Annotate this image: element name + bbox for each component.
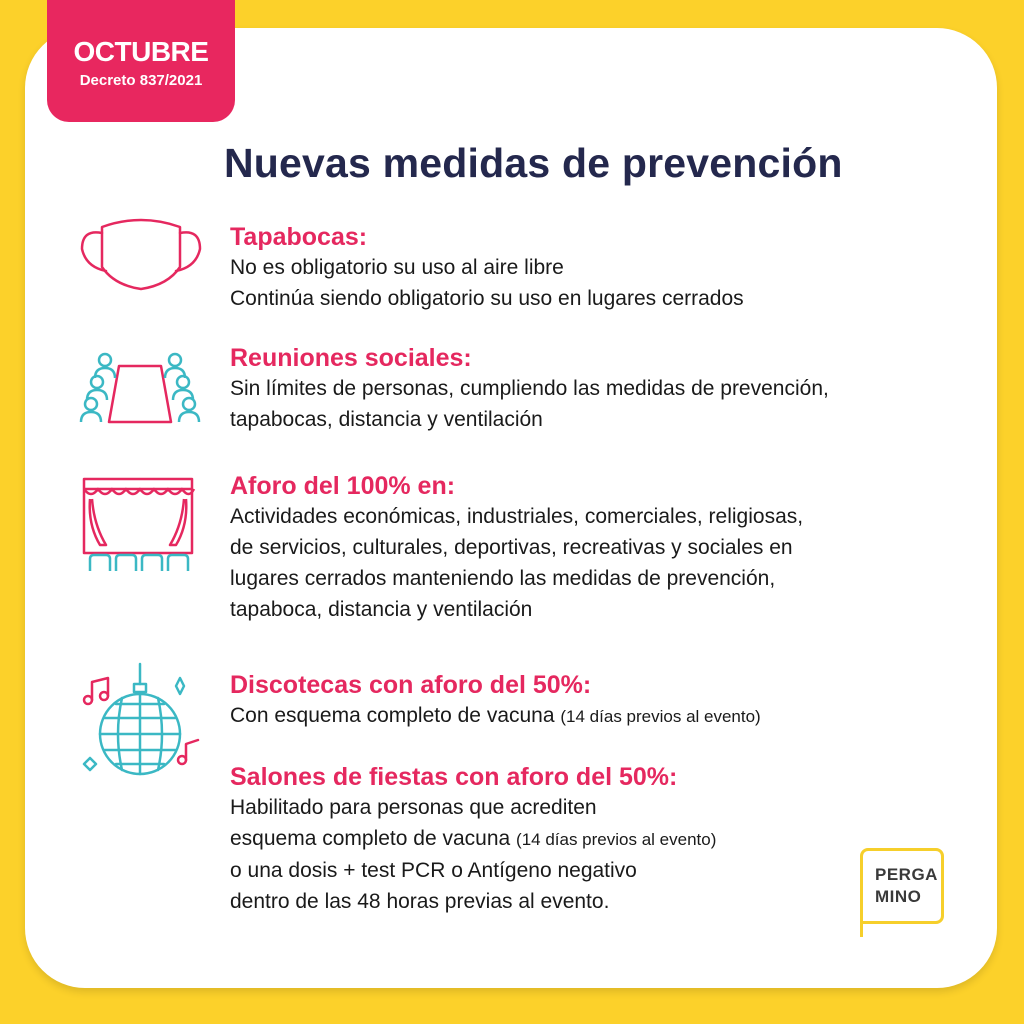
- section-line: o una dosis + test PCR o Antígeno negativo: [230, 859, 637, 882]
- badge-decree: Decreto 837/2021: [79, 72, 203, 89]
- pergamino-logo: [860, 848, 944, 924]
- section-line: [230, 700, 761, 732]
- section-line: Sin límites de personas, cumpliendo las medidas de prevención,: [230, 377, 829, 400]
- disco-ball-icon: [78, 660, 202, 782]
- section-aforo-100: [230, 471, 803, 625]
- line-main-text: esquema completo de vacuna: [230, 827, 511, 850]
- section-line: No es obligatorio su uso al aire libre: [230, 256, 564, 279]
- section-line: tapabocas, distancia y ventilación: [230, 408, 543, 431]
- line-main-text: Con esquema completo de vacuna: [230, 704, 555, 727]
- date-badge: [47, 0, 235, 122]
- section-heading: Discotecas con aforo del 50%:: [230, 671, 592, 699]
- section-line: Continúa siendo obligatorio su uso en lugares cerrados: [230, 287, 744, 310]
- section-heading: Salones de fiestas con aforo del 50%:: [230, 763, 678, 791]
- theater-stage-icon: [80, 475, 196, 579]
- logo-tail: [860, 921, 863, 937]
- section-line: Actividades económicas, industriales, comerciales, religiosas,: [230, 505, 804, 528]
- section-line: dentro de las 48 horas previas al evento.: [230, 890, 610, 913]
- section-heading: Reuniones sociales:: [230, 344, 472, 372]
- section-line: [230, 823, 716, 855]
- meeting-table-icon: [77, 348, 203, 438]
- face-mask-icon: [78, 215, 204, 293]
- section-salones: [230, 762, 716, 917]
- section-tapabocas: [230, 222, 744, 314]
- line-note-text: (14 días previos al evento): [516, 830, 717, 849]
- section-line: de servicios, culturales, deportivas, recreativas y sociales en: [230, 536, 793, 559]
- line-note-text: (14 días previos al evento): [560, 707, 761, 726]
- logo-line-1: PERGA: [875, 865, 938, 884]
- section-discotecas: [230, 670, 761, 732]
- section-line: tapaboca, distancia y ventilación: [230, 598, 533, 621]
- section-heading: Aforo del 100% en:: [230, 472, 456, 500]
- section-reuniones: [230, 343, 829, 435]
- section-line: lugares cerrados manteniendo las medidas de prevención,: [230, 567, 776, 590]
- section-line: Habilitado para personas que acrediten: [230, 796, 597, 819]
- page-title: Nuevas medidas de prevención: [224, 140, 843, 186]
- logo-line-2: MINO: [875, 887, 922, 906]
- badge-month: OCTUBRE: [73, 36, 209, 67]
- section-heading: Tapabocas:: [230, 223, 368, 251]
